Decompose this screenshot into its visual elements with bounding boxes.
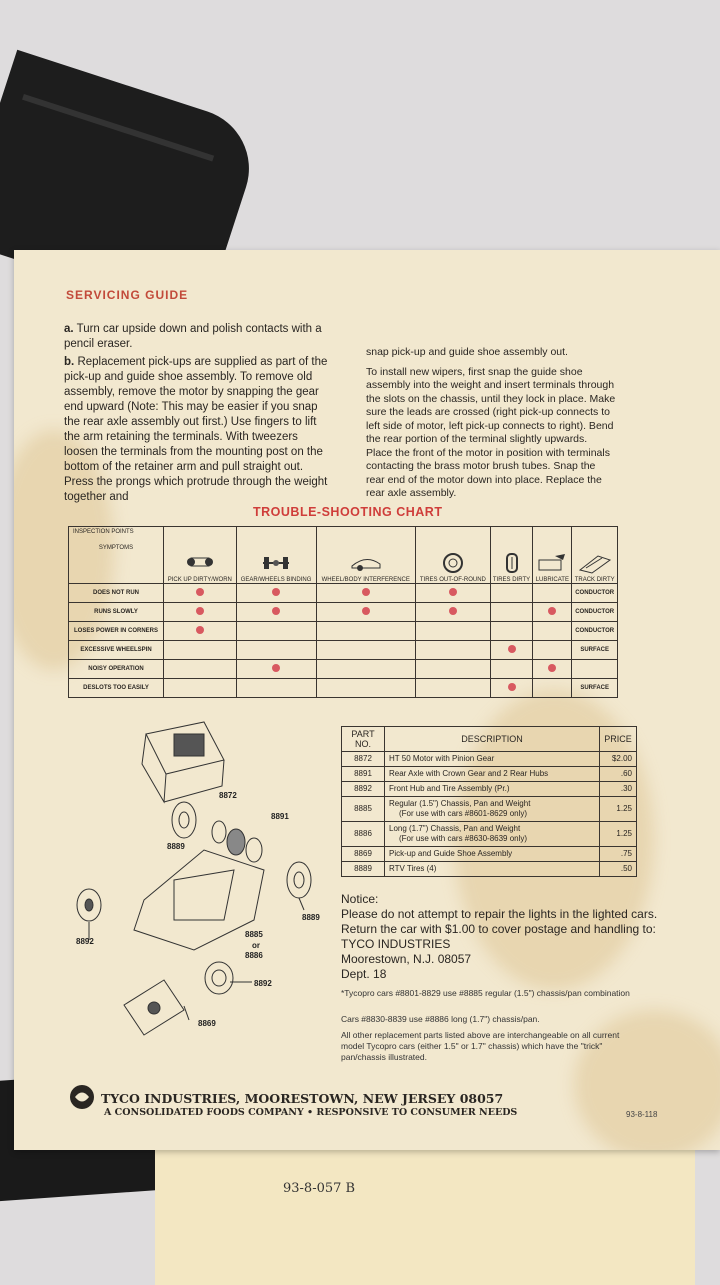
part-number: 8892 [342, 782, 385, 797]
chart-dot [508, 645, 516, 653]
chart-dot [196, 588, 204, 596]
chart-corner [69, 527, 164, 584]
symptom-cell: DOES NOT RUN [69, 584, 164, 603]
remedy-cell: CONDUCTOR [572, 584, 618, 603]
install-instructions: To install new wipers, first snap the guide shoe assembly into the weight and insert terminals through the slots on the chassis, until they lock in place. Make sure the leads are crossed (right pick-up connects to left side of motor, left pick-up connects to right). Bend the rear portion of the terminal slightly upwards. Place the front of the motor in position with terminals contacting the brass motor brush tubes. Snap the rear end of the motor down into place. Replace the rear axle assembly. [366, 365, 616, 499]
part-label: 8892 [76, 937, 94, 946]
parts-row [342, 752, 637, 767]
footnote: Cars #8830-8839 use #8886 long (1.7") chassis/pan. [341, 1014, 540, 1024]
part-description [385, 797, 600, 822]
chart-cell [533, 622, 572, 641]
chart-cell [236, 641, 316, 660]
inspection-points-label: INSPECTION POINTS [73, 529, 134, 535]
chart-cell [490, 603, 533, 622]
chart-cell [416, 641, 491, 660]
notice-dept: Dept. 18 [341, 967, 387, 981]
chart-dot [508, 683, 516, 691]
chart-row [69, 660, 618, 679]
part-number: 8889 [342, 862, 385, 877]
chart-cell [490, 584, 533, 603]
part-desc-line: HT 50 Motor with Pinion Gear [389, 754, 495, 763]
chart-cell [316, 641, 416, 660]
part-desc-line: Front Hub and Tire Assembly (Pr.) [389, 784, 510, 793]
notice-company: TYCO INDUSTRIES [341, 937, 451, 951]
part-description [385, 822, 600, 847]
chart-cell [533, 679, 572, 698]
chart-cell [236, 679, 316, 698]
footer-company: TYCO INDUSTRIES, MOORESTOWN, NEW JERSEY 08057 [101, 1091, 504, 1106]
symptom-cell: NOISY OPERATION [69, 660, 164, 679]
remedy-cell: SURFACE [572, 641, 618, 660]
right-column [366, 346, 616, 501]
chart-dot [272, 588, 280, 596]
parts-row [342, 847, 637, 862]
chart-row [69, 584, 618, 603]
chart-dot [362, 588, 370, 596]
chart-cell [164, 679, 237, 698]
notice-line: Please do not attempt to repair the lights in the lighted cars. [341, 907, 658, 921]
chart-cell [316, 584, 416, 603]
column-header: WHEEL/BODY INTERFERENCE [316, 527, 416, 584]
symptom-cell: DESLOTS TOO EASILY [69, 679, 164, 698]
part-label: or [252, 941, 260, 950]
lubricate-icon [535, 552, 569, 574]
chart-cell [316, 622, 416, 641]
step-a-text: Turn car upside down and polish contacts with a pencil eraser. [64, 323, 322, 350]
chart-cell [164, 641, 237, 660]
part-number: 8891 [342, 767, 385, 782]
chart-cell [533, 641, 572, 660]
chart-cell [236, 584, 316, 603]
parts-row [342, 782, 637, 797]
notice-line: Return the car with $1.00 to cover postage and handling to: [341, 922, 656, 936]
column-header: GEAR/WHEELS BINDING [236, 527, 316, 584]
parts-table [341, 726, 637, 877]
footnote: All other replacement parts listed above are interchangeable on all current model Tycopro cars (either 1.5" or 1.7" chassis) which have the "trick" pan/chassis illustrated. [341, 1030, 620, 1062]
exploded-parts-diagram [54, 720, 324, 1050]
chart-cell [490, 660, 533, 679]
symptom-cell: EXCESSIVE WHEELSPIN [69, 641, 164, 660]
part-description [385, 752, 600, 767]
part-price: $2.00 [600, 752, 637, 767]
part-price: 1.25 [600, 822, 637, 847]
part-number: 8872 [342, 752, 385, 767]
chart-dot [196, 607, 204, 615]
underlying-sheet [155, 1145, 695, 1285]
parts-header: DESCRIPTION [385, 727, 600, 752]
step-b-label: b. [64, 356, 75, 368]
column-header: TRACK DIRTY [572, 527, 618, 584]
trouble-shooting-chart [68, 526, 618, 698]
remedy-cell: CONDUCTOR [572, 622, 618, 641]
part-desc-line: Rear Axle with Crown Gear and 2 Rear Hubs [389, 769, 549, 778]
column-header: PICK UP DIRTY/WORN [164, 527, 237, 584]
chart-cell [316, 603, 416, 622]
footer-tagline: A CONSOLIDATED FOODS COMPANY • RESPONSIVE TO CONSUMER NEEDS [104, 1107, 518, 1118]
part-label: 8869 [198, 1019, 216, 1028]
notice-city: Moorestown, N.J. 08057 [341, 952, 472, 966]
remedy-cell: CONDUCTOR [572, 603, 618, 622]
parts-row [342, 767, 637, 782]
part-description [385, 862, 600, 877]
guide-title: SERVICING GUIDE [66, 288, 189, 302]
chart-cell [164, 603, 237, 622]
part-description [385, 782, 600, 797]
servicing-guide-sheet [14, 250, 720, 1150]
step-a-label: a. [64, 323, 74, 335]
chart-dot [272, 664, 280, 672]
part-description [385, 847, 600, 862]
part-label: 8872 [219, 791, 237, 800]
part-price: .50 [600, 862, 637, 877]
part-desc-line: RTV Tires (4) [389, 864, 437, 873]
chart-row [69, 641, 618, 660]
chart-cell [533, 660, 572, 679]
remedy-cell [572, 660, 618, 679]
part-number: 8885 [342, 797, 385, 822]
part-description [385, 767, 600, 782]
chart-cell [164, 660, 237, 679]
chart-dot [362, 607, 370, 615]
part-desc-line: Long (1.7") Chassis, Pan and Weight [389, 824, 521, 833]
symptom-cell: LOSES POWER IN CORNERS [69, 622, 164, 641]
chart-cell [164, 584, 237, 603]
document-code: 93-8-057 B [283, 1181, 356, 1196]
chart-dot [196, 626, 204, 634]
part-label: 8892 [254, 979, 272, 988]
chart-row [69, 679, 618, 698]
chart-cell [490, 679, 533, 698]
chart-cell [490, 622, 533, 641]
wheel-body-icon [349, 552, 383, 574]
chart-cell [316, 679, 416, 698]
column-header: TIRES OUT-OF-ROUND [416, 527, 491, 584]
track-icon [578, 552, 612, 574]
symptom-cell: RUNS SLOWLY [69, 603, 164, 622]
part-label: 8889 [167, 842, 185, 851]
chart-dot [548, 607, 556, 615]
part-price: 1.25 [600, 797, 637, 822]
parts-row [342, 797, 637, 822]
part-label: 8891 [271, 812, 289, 821]
chart-dot [272, 607, 280, 615]
right-col-line: snap pick-up and guide shoe assembly out. [366, 346, 568, 358]
chart-dot [449, 607, 457, 615]
remedy-cell: SURFACE [572, 679, 618, 698]
part-desc-note: (For use with cars #8601-8629 only) [399, 809, 528, 818]
chart-cell [490, 641, 533, 660]
footnote: *Tycopro cars #8801-8829 use #8885 regular (1.5") chassis/pan combination [341, 988, 630, 998]
chart-cell [416, 660, 491, 679]
gear-wheels-icon [259, 552, 293, 574]
chart-cell [533, 584, 572, 603]
parts-header: PART NO. [342, 727, 385, 752]
part-price: .75 [600, 847, 637, 862]
chart-cell [416, 622, 491, 641]
step-b [64, 355, 332, 505]
chart-row [69, 622, 618, 641]
chart-cell [416, 584, 491, 603]
step-b-text: Replacement pick-ups are supplied as part of the pick-up and guide shoe assembly. To remove old assembly, remove the motor by snapping the gear end upward (Note: This may be easier if you snap the rear axle assembly out first.) Use fingers to lift the arm retaining the terminals. With tweezers loosen the terminals from the mounting post on the bottom of the retainer arm and pull straight out. Press the prongs which protrude through the weight together and [64, 356, 328, 503]
pickup-icon [183, 552, 217, 574]
tire-icon [436, 552, 470, 574]
footer-code: 93-8-118 [626, 1110, 658, 1119]
parts-row [342, 862, 637, 877]
chart-cell [164, 622, 237, 641]
part-label: 8886 [245, 951, 263, 960]
dirty-tire-icon [495, 552, 529, 574]
parts-row [342, 822, 637, 847]
column-header: TIRES DIRTY [490, 527, 533, 584]
part-desc-line: Regular (1.5") Chassis, Pan and Weight [389, 799, 531, 808]
symptoms-label: SYMPTOMS [98, 545, 134, 551]
chart-row [69, 603, 618, 622]
chart-cell [416, 603, 491, 622]
part-price: .60 [600, 767, 637, 782]
column-header: LUBRICATE [533, 527, 572, 584]
part-label: 8889 [302, 913, 320, 922]
chart-cell [236, 622, 316, 641]
part-number: 8869 [342, 847, 385, 862]
notice-heading: Notice: [341, 892, 379, 906]
part-label: 8885 [245, 930, 263, 939]
part-number: 8886 [342, 822, 385, 847]
chart-dot [548, 664, 556, 672]
tyco-logo-icon [69, 1084, 95, 1110]
step-a [64, 322, 332, 352]
part-desc-note: (For use with cars #8630-8639 only) [399, 834, 528, 843]
chart-cell [236, 660, 316, 679]
chart-cell [416, 679, 491, 698]
parts-header: PRICE [600, 727, 637, 752]
part-desc-line: Pick-up and Guide Shoe Assembly [389, 849, 513, 858]
part-price: .30 [600, 782, 637, 797]
chart-title: TROUBLE-SHOOTING CHART [253, 505, 443, 519]
notice-block [341, 892, 657, 982]
chart-cell [533, 603, 572, 622]
chart-cell [236, 603, 316, 622]
chart-cell [316, 660, 416, 679]
chart-dot [449, 588, 457, 596]
